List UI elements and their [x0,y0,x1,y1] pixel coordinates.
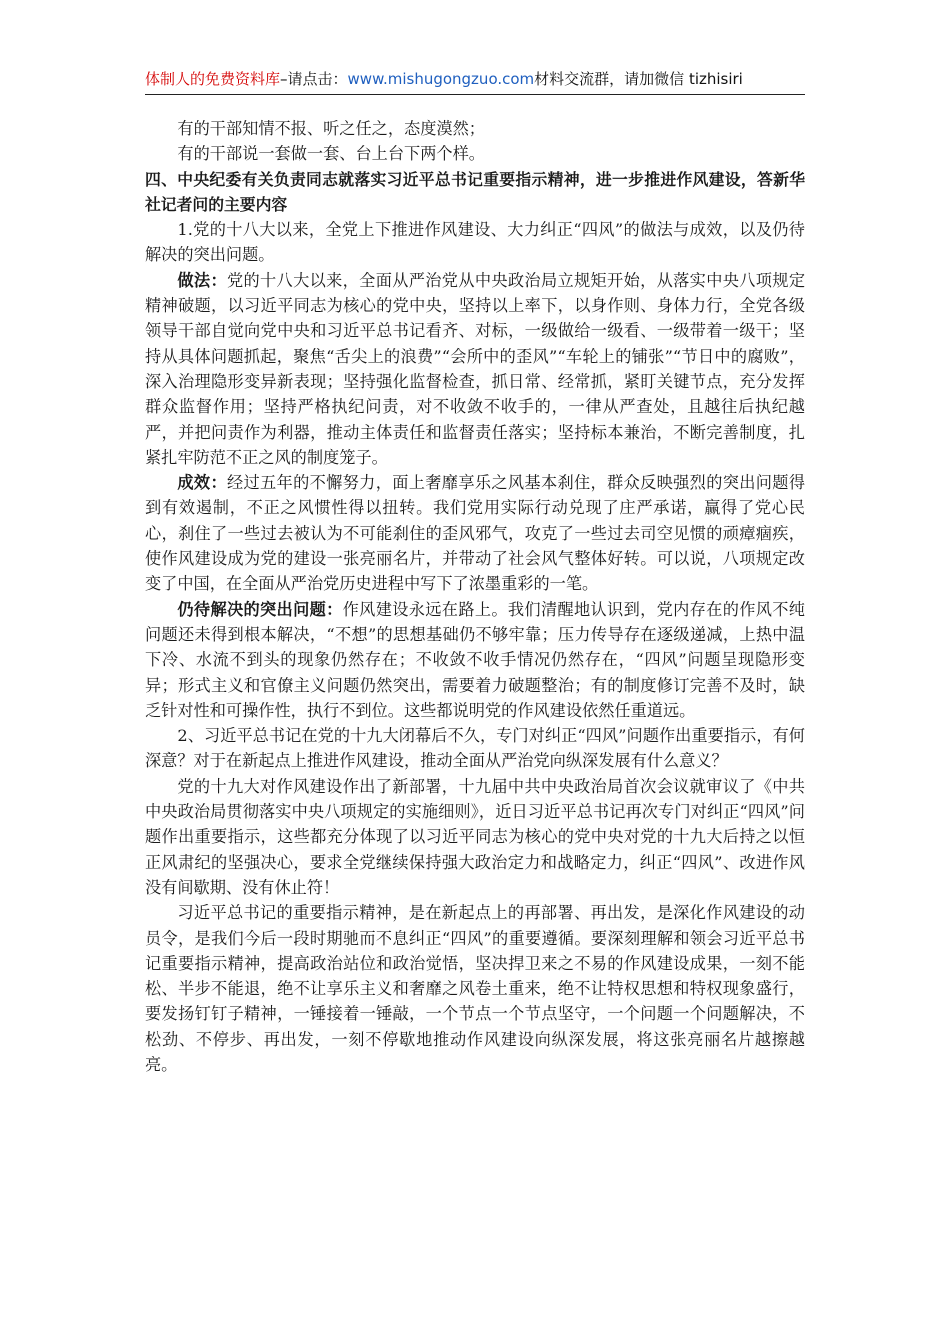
header-divider [145,94,805,95]
document-body [145,116,805,1077]
header-prompt: –请点击： [280,70,348,88]
header-contact: 材料交流群，请加微信 tizhisiri [534,70,743,88]
header-brand: 体制人的免费资料库 [145,70,281,88]
problem-label: 仍待解决的突出问题： [177,599,343,619]
header-url-link[interactable]: www.mishugongzuo.com [347,70,535,88]
practice-label: 做法： [177,270,227,290]
text-line-1: 有的干部知情不报、听之任之，态度漠然； [177,119,485,138]
result-label: 成效： [177,473,227,493]
answer-2-paragraph-2: 习近平总书记的重要指示精神，是在新起点上的再部署、再出发，是深化作风建设的动员令，是我们今后一段时期驰而不息纠正“四风”的重要遵循。要深刻理解和领会习近平总书记重要指示精神，提高政治站位和政治觉悟，坚决捍卫来之不易的作风建设成果，一刻不能松、半步不能退，绝不让享乐主义和奢靡之风卷土重来，绝不让特权思想和特权现象盛行，要发扬钉钉子精神，一锤接着一锤敲，一个节点一个节点坚守，一个问题一个问题解决，不松劲、不停步、再出发，一刻不停歇地推动作风建设向纵深发展，将这张亮丽名片越擦越亮。 [145,903,805,1074]
page-header [145,66,805,92]
section-4-heading: 四、中央纪委有关负责同志就落实习近平总书记重要指示精神，进一步推进作风建设，答新华社记者问的主要内容 [145,169,805,214]
question-2: 2、习近平总书记在党的十九大闭幕后不久，专门对纠正“四风”问题作出重要指示，有何深意？对于在新起点上推进作风建设，推动全面从严治党向纵深发展有什么意义？ [145,726,805,771]
practice-text: 党的十八大以来，全面从严治党从中央政治局立规矩开始，从落实中央八项规定精神破题，以习近平同志为核心的党中央，坚持以上率下，以身作则、身体力行，全党各级领导干部自觉向党中央和习近平总书记看齐、对标，一级做给一级看、一级带着一级干；坚持从具体问题抓起，聚焦“舌尖上的浪费”“会所中的歪风”“车轮上的铺张”“节日中的腐败”，深入治理隐形变异新表现；坚持强化监督检查，抓日常、经常抓，紧盯关键节点，充分发挥群众监督作用；坚持严格执纪问责，对不收敛不收手的，一律从严查处，且越往后执纪越严，并把问责作为利器，推动主体责任和监督责任落实；坚持标本兼治，不断完善制度，扎紧扎牢防范不正之风的制度笼子。 [145,270,806,467]
text-line-2: 有的干部说一套做一套、台上台下两个样。 [177,144,485,164]
practice-paragraph [145,268,805,470]
problem-paragraph [145,597,805,723]
question-1: 1.党的十八大以来，全党上下推进作风建设、大力纠正“四风”的做法与成效，以及仍待解决的突出问题。 [145,220,805,265]
result-text: 经过五年的不懈努力，面上奢靡享乐之风基本刹住，群众反映强烈的突出问题得到有效遏制，不正之风惯性得以扭转。我们党用实际行动兑现了庄严承诺，赢得了党心民心，刹住了一些过去被认为不可能刹住的歪风邪气，攻克了一些过去司空见惯的顽瘴痼疾，使作风建设成为党的建设一张亮丽名片，并带动了社会风气整体好转。可以说，八项规定改变了中国，在全面从严治党历史进程中写下了浓墨重彩的一笔。 [145,473,806,594]
problem-text: 作风建设永远在路上。我们清醒地认识到，党内存在的作风不纯问题还未得到根本解决，“不想”的思想基础仍不够牢靠；压力传导存在逐级递减，上热中温下冷、水流不到头的现象仍然存在；不收敛不收手情况仍然存在，“四风”问题呈现隐形变异；形式主义和官僚主义问题仍然突出，需要着力破题整治；有的制度修订完善不及时，缺乏针对性和可操作性，执行不到位。这些都说明党的作风建设依然任重道远。 [145,599,805,720]
result-paragraph [145,470,805,596]
answer-2-paragraph-1: 党的十九大对作风建设作出了新部署，十九届中共中央政治局首次会议就审议了《中共中央政治局贯彻落实中央八项规定的实施细则》，近日习近平总书记再次专门对纠正“四风”问题作出重要指示，这些都充分体现了以习近平同志为核心的党中央对党的十九大后持之以恒正风肃纪的坚强决心，要求全党继续保持强大政治定力和战略定力，纠正“四风”、改进作风没有间歇期、没有休止符！ [145,776,805,897]
